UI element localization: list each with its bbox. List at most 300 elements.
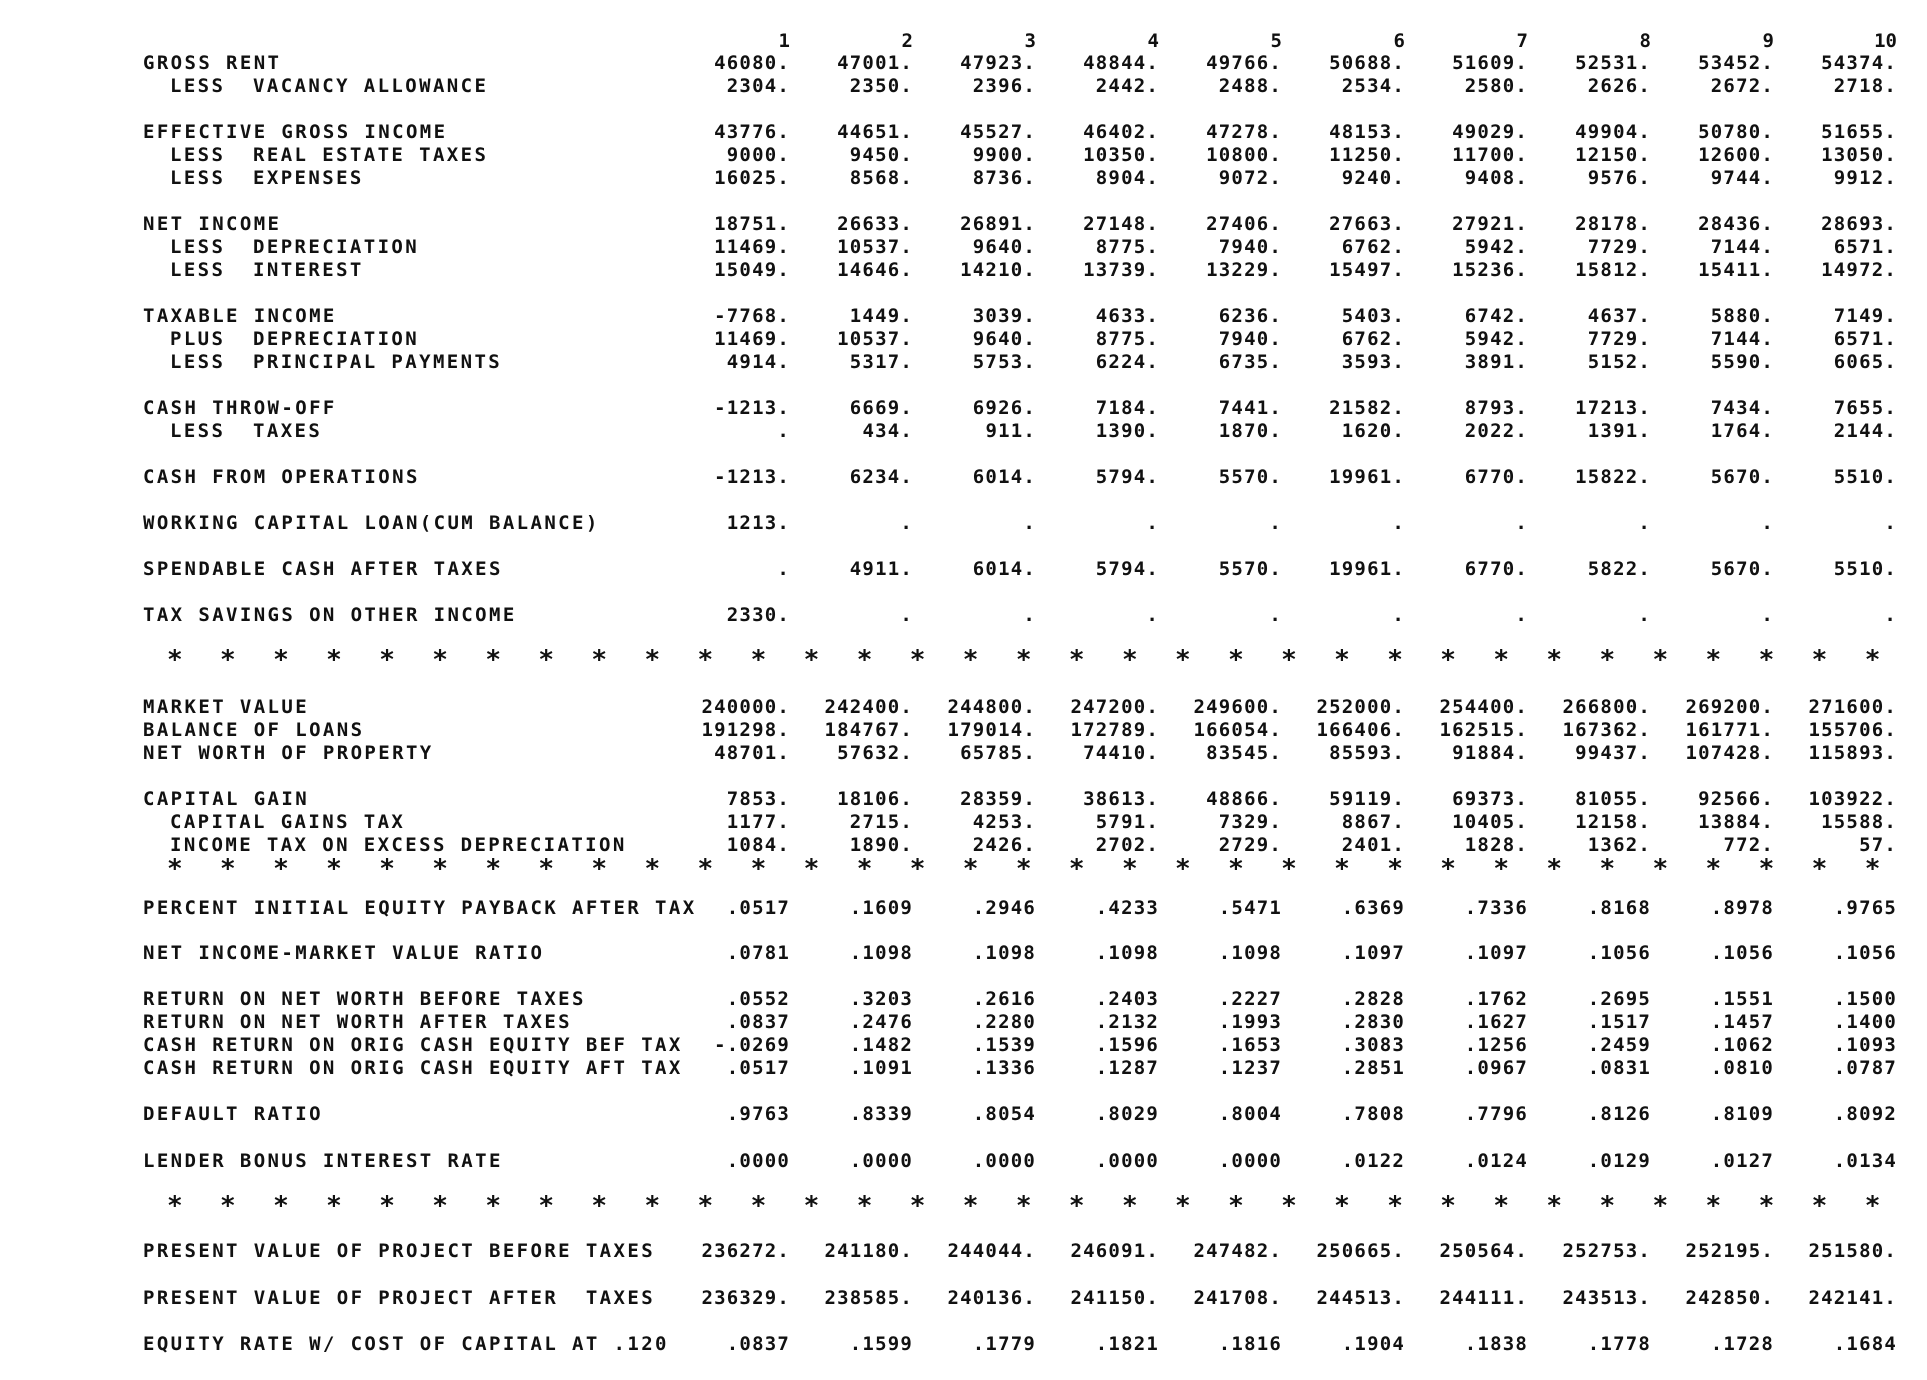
table-cell: . <box>1269 512 1282 534</box>
row-label: INCOME TAX ON EXCESS DEPRECIATION <box>170 834 627 856</box>
table-row <box>0 1103 1927 1125</box>
table-cell: .1097 <box>1464 942 1528 964</box>
table-cell: 48866. <box>1206 788 1282 810</box>
table-cell: 7434. <box>1710 397 1774 419</box>
row-label: LESS VACANCY ALLOWANCE <box>170 75 489 97</box>
table-cell: .8004 <box>1218 1103 1282 1125</box>
table-cell: 166054. <box>1193 719 1282 741</box>
table-row <box>0 144 1927 166</box>
table-cell: 85593. <box>1329 742 1405 764</box>
table-cell: 2718. <box>1833 75 1897 97</box>
table-cell: 2330. <box>726 604 790 626</box>
table-cell: .1097 <box>1341 942 1405 964</box>
table-cell: 243513. <box>1562 1287 1651 1309</box>
table-cell: 251580. <box>1808 1240 1897 1262</box>
table-cell: .1816 <box>1218 1333 1282 1355</box>
table-row <box>0 397 1927 419</box>
table-row <box>0 558 1927 580</box>
table-cell: 46402. <box>1083 121 1159 143</box>
table-cell: 2022. <box>1464 420 1528 442</box>
table-row <box>0 236 1927 258</box>
table-cell: 15236. <box>1452 259 1528 281</box>
table-cell: 13050. <box>1821 144 1897 166</box>
row-label: CASH RETURN ON ORIG CASH EQUITY AFT TAX <box>143 1057 683 1079</box>
table-cell: 2426. <box>972 834 1036 856</box>
row-label: LESS REAL ESTATE TAXES <box>170 144 489 166</box>
table-cell: .1728 <box>1710 1333 1774 1355</box>
table-cell: .1457 <box>1710 1011 1774 1033</box>
table-cell: 2626. <box>1587 75 1651 97</box>
table-cell: .1091 <box>849 1057 913 1079</box>
table-cell: 48844. <box>1083 52 1159 74</box>
table-cell: 1620. <box>1341 420 1405 442</box>
table-cell: .0000 <box>1095 1150 1159 1172</box>
row-label: CASH RETURN ON ORIG CASH EQUITY BEF TAX <box>143 1034 683 1056</box>
table-cell: 1870. <box>1218 420 1282 442</box>
table-cell: 7940. <box>1218 236 1282 258</box>
column-header: 5 <box>1270 30 1282 52</box>
table-cell: .1098 <box>849 942 913 964</box>
table-cell: 3891. <box>1464 351 1528 373</box>
table-cell: 244800. <box>947 696 1036 718</box>
table-cell: 107428. <box>1685 742 1774 764</box>
row-label: NET INCOME <box>143 213 282 235</box>
table-cell: 1390. <box>1095 420 1159 442</box>
table-cell: 6669. <box>849 397 913 419</box>
table-row <box>0 52 1927 74</box>
table-row <box>0 897 1927 919</box>
table-cell: 5670. <box>1710 466 1774 488</box>
table-cell: .7808 <box>1341 1103 1405 1125</box>
table-row <box>0 1240 1927 1262</box>
table-cell: 249600. <box>1193 696 1282 718</box>
asterisk-separator: * * * * * * * * * * * * * * * * * * * * * * * * * * * * * * * * * <box>167 1191 1883 1221</box>
table-cell: 269200. <box>1685 696 1774 718</box>
table-cell: 16025. <box>714 167 790 189</box>
table-cell: 1213. <box>726 512 790 534</box>
table-row <box>0 328 1927 350</box>
table-cell: 28436. <box>1698 213 1774 235</box>
table-cell: 5670. <box>1710 558 1774 580</box>
table-row <box>0 420 1927 442</box>
table-cell: .1400 <box>1833 1011 1897 1033</box>
table-cell: 5570. <box>1218 466 1282 488</box>
table-cell: .0781 <box>726 942 790 964</box>
table-cell: 9744. <box>1710 167 1774 189</box>
table-cell: 6926. <box>972 397 1036 419</box>
table-cell: .1093 <box>1833 1034 1897 1056</box>
row-label: EFFECTIVE GROSS INCOME <box>143 121 448 143</box>
table-cell: 2144. <box>1833 420 1897 442</box>
table-cell: .1500 <box>1833 988 1897 1010</box>
table-cell: .1539 <box>972 1034 1036 1056</box>
table-cell: 7184. <box>1095 397 1159 419</box>
table-row <box>0 719 1927 741</box>
table-cell: 8904. <box>1095 167 1159 189</box>
table-cell: 12600. <box>1698 144 1774 166</box>
table-cell: 28693. <box>1821 213 1897 235</box>
table-cell: 7144. <box>1710 236 1774 258</box>
row-label: GROSS RENT <box>143 52 282 74</box>
table-row <box>0 834 1927 856</box>
table-cell: 236272. <box>701 1240 790 1262</box>
table-cell: 59119. <box>1329 788 1405 810</box>
table-cell: 1084. <box>726 834 790 856</box>
row-label: RETURN ON NET WORTH AFTER TAXES <box>143 1011 573 1033</box>
table-cell: .1517 <box>1587 1011 1651 1033</box>
table-row <box>0 1287 1927 1309</box>
row-label: EQUITY RATE W/ COST OF CAPITAL AT .120 <box>143 1333 669 1355</box>
table-cell: .1256 <box>1464 1034 1528 1056</box>
table-cell: 5317. <box>849 351 913 373</box>
table-cell: .2132 <box>1095 1011 1159 1033</box>
table-cell: .8054 <box>972 1103 1036 1125</box>
table-cell: 50780. <box>1698 121 1774 143</box>
table-cell: . <box>1392 512 1405 534</box>
table-cell: 6224. <box>1095 351 1159 373</box>
table-cell: 247200. <box>1070 696 1159 718</box>
table-cell: .3083 <box>1341 1034 1405 1056</box>
table-cell: -7768. <box>714 305 790 327</box>
table-cell: 7149. <box>1833 305 1897 327</box>
table-cell: 6762. <box>1341 236 1405 258</box>
table-row <box>0 988 1927 1010</box>
table-row <box>0 259 1927 281</box>
table-cell: 19961. <box>1329 558 1405 580</box>
table-cell: . <box>900 512 913 534</box>
table-cell: 15411. <box>1698 259 1774 281</box>
table-cell: 9072. <box>1218 167 1282 189</box>
table-cell: 6234. <box>849 466 913 488</box>
table-cell: . <box>1515 512 1528 534</box>
table-cell: .1056 <box>1833 942 1897 964</box>
table-cell: 241150. <box>1070 1287 1159 1309</box>
table-cell: 9000. <box>726 144 790 166</box>
table-cell: 99437. <box>1575 742 1651 764</box>
table-cell: 2715. <box>849 811 913 833</box>
table-cell: .8109 <box>1710 1103 1774 1125</box>
table-cell: 5880. <box>1710 305 1774 327</box>
table-cell: .0129 <box>1587 1150 1651 1172</box>
table-cell: 7940. <box>1218 328 1282 350</box>
table-cell: 9640. <box>972 328 1036 350</box>
table-cell: . <box>1392 604 1405 626</box>
table-cell: 434. <box>862 420 913 442</box>
row-label: BALANCE OF LOANS <box>143 719 365 741</box>
table-cell: 1391. <box>1587 420 1651 442</box>
table-row <box>0 1057 1927 1079</box>
table-cell: 8775. <box>1095 328 1159 350</box>
table-cell: 2534. <box>1341 75 1405 97</box>
table-cell: . <box>777 420 790 442</box>
row-label: TAXABLE INCOME <box>143 305 337 327</box>
table-cell: 6236. <box>1218 305 1282 327</box>
table-cell: 4253. <box>972 811 1036 833</box>
table-cell: .2280 <box>972 1011 1036 1033</box>
table-cell: .1599 <box>849 1333 913 1355</box>
table-cell: 4911. <box>849 558 913 580</box>
table-cell: .0837 <box>726 1011 790 1033</box>
table-row <box>0 305 1927 327</box>
column-header: 9 <box>1762 30 1774 52</box>
table-cell: .1098 <box>1218 942 1282 964</box>
row-label: WORKING CAPITAL LOAN(CUM BALANCE) <box>143 512 600 534</box>
table-cell: .5471 <box>1218 897 1282 919</box>
table-cell: 4637. <box>1587 305 1651 327</box>
table-cell: 10405. <box>1452 811 1528 833</box>
table-cell: 772. <box>1723 834 1774 856</box>
table-cell: 1764. <box>1710 420 1774 442</box>
table-cell: .7336 <box>1464 897 1528 919</box>
table-cell: 2442. <box>1095 75 1159 97</box>
table-cell: 4914. <box>726 351 790 373</box>
row-label: CAPITAL GAINS TAX <box>170 811 406 833</box>
table-cell: . <box>1884 512 1897 534</box>
table-cell: 26633. <box>837 213 913 235</box>
table-cell: 5570. <box>1218 558 1282 580</box>
table-cell: 65785. <box>960 742 1036 764</box>
table-cell: 15049. <box>714 259 790 281</box>
table-cell: 45527. <box>960 121 1036 143</box>
table-cell: 236329. <box>701 1287 790 1309</box>
table-cell: .0517 <box>726 1057 790 1079</box>
table-cell: .0000 <box>972 1150 1036 1172</box>
table-cell: .1482 <box>849 1034 913 1056</box>
table-cell: .2459 <box>1587 1034 1651 1056</box>
table-cell: 10537. <box>837 328 913 350</box>
table-cell: 1828. <box>1464 834 1528 856</box>
table-row <box>0 121 1927 143</box>
table-cell: 3593. <box>1341 351 1405 373</box>
table-cell: 252000. <box>1316 696 1405 718</box>
table-cell: .8339 <box>849 1103 913 1125</box>
table-cell: .1237 <box>1218 1057 1282 1079</box>
table-cell: 57632. <box>837 742 913 764</box>
table-cell: 92566. <box>1698 788 1774 810</box>
table-cell: 7853. <box>726 788 790 810</box>
table-cell: 46080. <box>714 52 790 74</box>
table-cell: 8568. <box>849 167 913 189</box>
table-cell: 252753. <box>1562 1240 1651 1262</box>
table-cell: 10537. <box>837 236 913 258</box>
table-cell: 244111. <box>1439 1287 1528 1309</box>
table-cell: 47278. <box>1206 121 1282 143</box>
table-cell: 240136. <box>947 1287 1036 1309</box>
table-cell: . <box>1146 604 1159 626</box>
table-cell: 5791. <box>1095 811 1159 833</box>
table-cell: 7655. <box>1833 397 1897 419</box>
table-cell: 6014. <box>972 558 1036 580</box>
table-cell: 27663. <box>1329 213 1405 235</box>
row-label: CASH FROM OPERATIONS <box>143 466 420 488</box>
table-cell: .0837 <box>726 1333 790 1355</box>
table-cell: . <box>1638 604 1651 626</box>
table-cell: 5753. <box>972 351 1036 373</box>
table-cell: 12158. <box>1575 811 1651 833</box>
table-cell: .8126 <box>1587 1103 1651 1125</box>
table-cell: 18106. <box>837 788 913 810</box>
table-cell: 254400. <box>1439 696 1528 718</box>
table-cell: 241180. <box>824 1240 913 1262</box>
table-cell: 242400. <box>824 696 913 718</box>
table-cell: . <box>1269 604 1282 626</box>
table-cell: 10800. <box>1206 144 1282 166</box>
table-cell: 8793. <box>1464 397 1528 419</box>
table-cell: .1684 <box>1833 1333 1897 1355</box>
table-cell: .2227 <box>1218 988 1282 1010</box>
table-cell: .8029 <box>1095 1103 1159 1125</box>
table-cell: 250564. <box>1439 1240 1528 1262</box>
table-cell: 161771. <box>1685 719 1774 741</box>
table-cell: 5942. <box>1464 236 1528 258</box>
table-row <box>0 512 1927 534</box>
table-cell: 5794. <box>1095 558 1159 580</box>
table-cell: 5942. <box>1464 328 1528 350</box>
table-cell: 1177. <box>726 811 790 833</box>
table-cell: .1056 <box>1587 942 1651 964</box>
table-cell: 91884. <box>1452 742 1528 764</box>
asterisk-separator: * * * * * * * * * * * * * * * * * * * * * * * * * * * * * * * * * <box>167 854 1883 884</box>
table-cell: 5510. <box>1833 466 1897 488</box>
row-label: SPENDABLE CASH AFTER TAXES <box>143 558 503 580</box>
column-header: 8 <box>1639 30 1651 52</box>
table-cell: 49904. <box>1575 121 1651 143</box>
table-cell: 6014. <box>972 466 1036 488</box>
table-cell: . <box>1884 604 1897 626</box>
table-cell: 6735. <box>1218 351 1282 373</box>
table-cell: 10350. <box>1083 144 1159 166</box>
row-label: PRESENT VALUE OF PROJECT AFTER TAXES <box>143 1287 656 1309</box>
table-cell: 13884. <box>1698 811 1774 833</box>
row-label: NET INCOME-MARKET VALUE RATIO <box>143 942 545 964</box>
table-cell: .4233 <box>1095 897 1159 919</box>
table-cell: 241708. <box>1193 1287 1282 1309</box>
table-cell: . <box>900 604 913 626</box>
table-cell: 15588. <box>1821 811 1897 833</box>
table-cell: 7441. <box>1218 397 1282 419</box>
table-cell: .0000 <box>849 1150 913 1172</box>
table-row <box>0 942 1927 964</box>
table-cell: 6065. <box>1833 351 1897 373</box>
table-cell: 14646. <box>837 259 913 281</box>
row-label: PLUS DEPRECIATION <box>170 328 420 350</box>
row-label: LESS TAXES <box>170 420 323 442</box>
table-cell: .0134 <box>1833 1150 1897 1172</box>
table-cell: -1213. <box>714 397 790 419</box>
table-row <box>0 1034 1927 1056</box>
table-cell: . <box>1638 512 1651 534</box>
row-label: LESS DEPRECIATION <box>170 236 420 258</box>
table-cell: 4633. <box>1095 305 1159 327</box>
table-cell: 6762. <box>1341 328 1405 350</box>
table-cell: 11469. <box>714 328 790 350</box>
column-header: 1 <box>778 30 790 52</box>
table-cell: .2403 <box>1095 988 1159 1010</box>
table-cell: 38613. <box>1083 788 1159 810</box>
table-row <box>0 811 1927 833</box>
row-label: TAX SAVINGS ON OTHER INCOME <box>143 604 517 626</box>
table-cell: .7796 <box>1464 1103 1528 1125</box>
table-cell: .1098 <box>972 942 1036 964</box>
table-cell: 15497. <box>1329 259 1405 281</box>
table-cell: .1551 <box>1710 988 1774 1010</box>
table-cell: .2828 <box>1341 988 1405 1010</box>
table-cell: .1336 <box>972 1057 1036 1079</box>
table-cell: 69373. <box>1452 788 1528 810</box>
row-label: LESS INTEREST <box>170 259 364 281</box>
table-cell: 11250. <box>1329 144 1405 166</box>
table-cell: .9765 <box>1833 897 1897 919</box>
table-cell: 6770. <box>1464 466 1528 488</box>
table-cell: 5590. <box>1710 351 1774 373</box>
asterisk-separator: * * * * * * * * * * * * * * * * * * * * * * * * * * * * * * * * * <box>167 645 1883 675</box>
table-cell: .2851 <box>1341 1057 1405 1079</box>
table-cell: 244513. <box>1316 1287 1405 1309</box>
table-row <box>0 1150 1927 1172</box>
table-cell: 15822. <box>1575 466 1651 488</box>
table-cell: .2616 <box>972 988 1036 1010</box>
table-cell: 266800. <box>1562 696 1651 718</box>
table-cell: 52531. <box>1575 52 1651 74</box>
table-cell: .1098 <box>1095 942 1159 964</box>
row-label: PRESENT VALUE OF PROJECT BEFORE TAXES <box>143 1240 656 1262</box>
table-cell: .0124 <box>1464 1150 1528 1172</box>
table-cell: 54374. <box>1821 52 1897 74</box>
table-cell: 7729. <box>1587 328 1651 350</box>
table-cell: 27921. <box>1452 213 1528 235</box>
table-cell: 2672. <box>1710 75 1774 97</box>
table-cell: 7144. <box>1710 328 1774 350</box>
table-cell: 7329. <box>1218 811 1282 833</box>
table-cell: 179014. <box>947 719 1036 741</box>
table-cell: 9450. <box>849 144 913 166</box>
table-cell: . <box>777 558 790 580</box>
table-cell: 53452. <box>1698 52 1774 74</box>
table-cell: 83545. <box>1206 742 1282 764</box>
table-cell: .1627 <box>1464 1011 1528 1033</box>
row-label: CASH THROW-OFF <box>143 397 337 419</box>
table-cell: .1287 <box>1095 1057 1159 1079</box>
table-cell: .1904 <box>1341 1333 1405 1355</box>
row-label: PERCENT INITIAL EQUITY PAYBACK AFTER TAX <box>143 897 697 919</box>
table-cell: . <box>1023 604 1036 626</box>
table-cell: 1890. <box>849 834 913 856</box>
table-cell: 15812. <box>1575 259 1651 281</box>
table-cell: .0787 <box>1833 1057 1897 1079</box>
table-row <box>0 1011 1927 1033</box>
table-cell: .0967 <box>1464 1057 1528 1079</box>
table-cell: . <box>1515 604 1528 626</box>
table-cell: 5152. <box>1587 351 1651 373</box>
table-row <box>0 167 1927 189</box>
table-cell: 51655. <box>1821 121 1897 143</box>
table-cell: 9240. <box>1341 167 1405 189</box>
row-label: RETURN ON NET WORTH BEFORE TAXES <box>143 988 586 1010</box>
table-cell: 2580. <box>1464 75 1528 97</box>
table-cell: 242850. <box>1685 1287 1774 1309</box>
table-cell: 252195. <box>1685 1240 1774 1262</box>
table-cell: 250665. <box>1316 1240 1405 1262</box>
table-cell: 5822. <box>1587 558 1651 580</box>
table-cell: . <box>1146 512 1159 534</box>
table-row <box>0 75 1927 97</box>
table-cell: -.0269 <box>714 1034 790 1056</box>
table-cell: 9408. <box>1464 167 1528 189</box>
table-cell: 1362. <box>1587 834 1651 856</box>
table-cell: 2401. <box>1341 834 1405 856</box>
table-cell: 271600. <box>1808 696 1897 718</box>
table-cell: .0000 <box>1218 1150 1282 1172</box>
